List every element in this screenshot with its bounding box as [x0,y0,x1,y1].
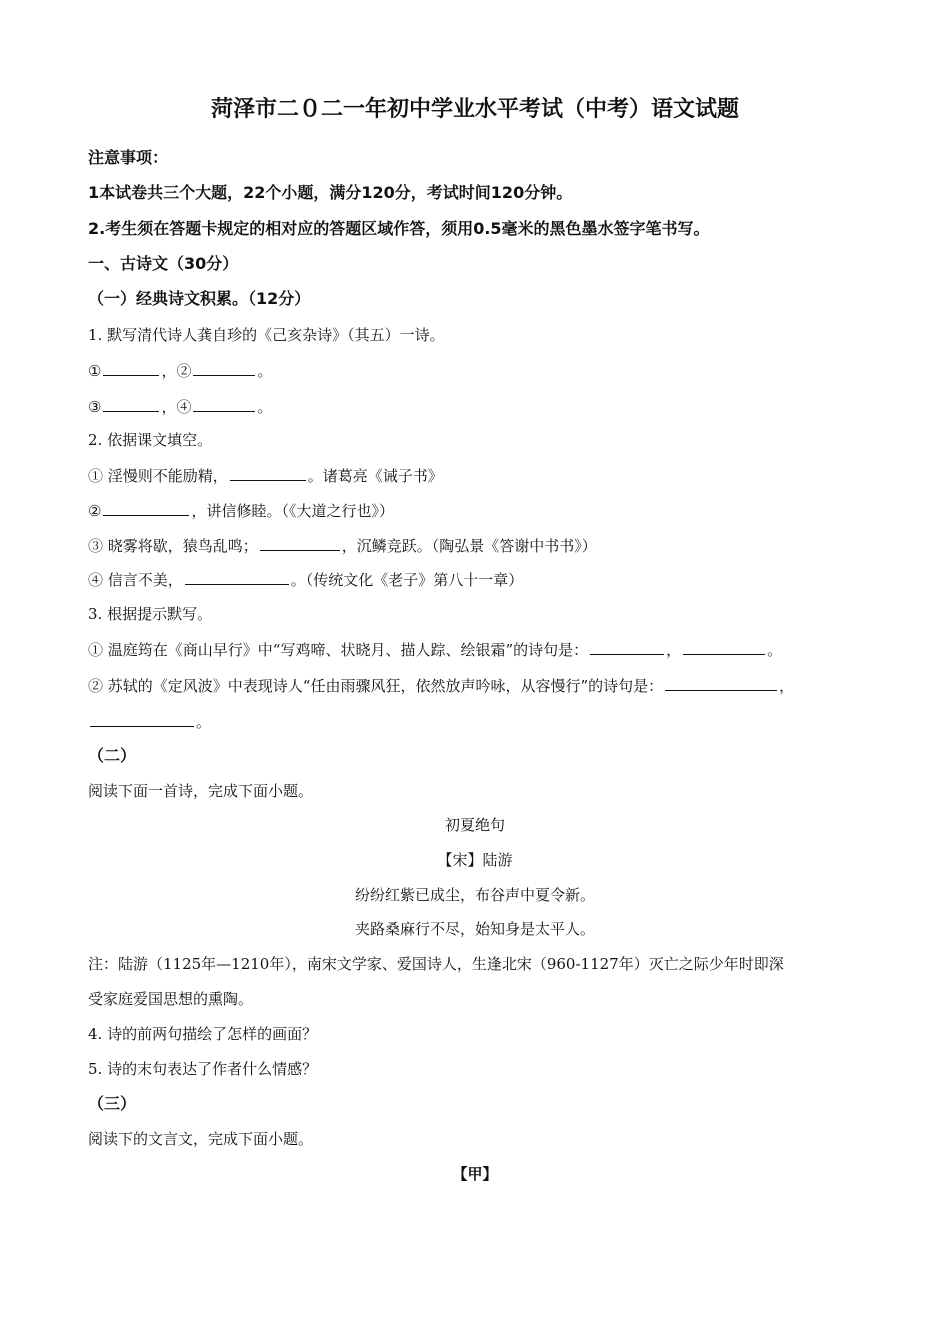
answer-blank[interactable] [683,639,765,655]
poem-title: 初夏绝句 [444,816,505,834]
q2-item-b: ② ，讲信修睦。（《大道之行也》） [88,502,394,520]
q3-item-a: ① 温庭筠在《商山早行》中“写鸡啼、状晓月、描人踪、绘银霜”的诗句是： ， 。 [88,641,783,659]
q2-item-a: ① 淫慢则不能励精， 。诸葛亮《诫子书》 [88,467,443,485]
notice-item-1: 1本试卷共三个大题，22个小题，满分120分，考试时间120分钟。 [88,183,573,202]
poem-line-1: 纷纷红紫已成尘，布谷声中夏令新。 [354,886,595,904]
answer-blank[interactable] [193,360,255,376]
poem-author: 【宋】陆游 [437,851,513,869]
q3-prompt: 3. 根据提示默写。 [88,605,213,623]
passage-jia-label: 【甲】 [452,1165,498,1183]
answer-blank[interactable] [103,360,159,376]
q1-line-1: ① ，② 。 [88,362,273,380]
answer-blank[interactable] [665,675,777,691]
poem-note-line-1: 注：陆游（1125年—1210年），南宋文学家、爱国诗人，生逢北宋（960-1127年）灭亡之际少年时即深 [88,955,784,973]
answer-blank[interactable] [590,639,664,655]
poem-note-line-2: 受家庭爱国思想的熏陶。 [88,990,254,1008]
q3-item-b: ② 苏轼的《定风波》中表现诗人“任由雨骤风狂，依然放声吟咏，从容慢行”的诗句是： ， [88,677,795,695]
page-title: 菏泽市二０二一年初中学业水平考试（中考）语文试题 [210,97,739,122]
answer-blank[interactable] [90,711,194,727]
answer-blank[interactable] [193,396,255,412]
q2-item-d: ④ 信言不美， 。（传统文化《老子》第八十一章） [88,571,524,589]
answer-blank[interactable] [230,465,306,481]
part-3-intro: 阅读下的文言文，完成下面小题。 [88,1130,314,1148]
q5-prompt: 5. 诗的末句表达了作者什么情感？ [88,1060,318,1078]
section-1-heading: 一、古诗文（30分） [88,254,239,273]
poem-line-2: 夹路桑麻行不尽，始知身是太平人。 [354,920,595,938]
q1-prompt: 1. 默写清代诗人龚自珍的《己亥杂诗》（其五）一诗。 [88,326,445,344]
part-3-heading: （三） [88,1094,137,1113]
notice-item-2: 2.考生须在答题卡规定的相对应的答题区域作答，须用0.5毫米的黑色墨水签字笔书写。 [88,219,710,238]
part-1-heading: （一）经典诗文积累。（12分） [88,289,311,308]
q3-item-b-cont: 。 [88,711,211,732]
notice-heading: 注意事项： [88,148,169,167]
answer-blank[interactable] [103,396,159,412]
answer-blank[interactable] [260,535,340,551]
answer-blank[interactable] [103,500,189,516]
q1-line-2: ③ ，④ 。 [88,398,273,416]
part-2-intro: 阅读下面一首诗，完成下面小题。 [88,782,314,800]
q4-prompt: 4. 诗的前两句描绘了怎样的画面？ [88,1025,318,1043]
q2-prompt: 2. 依据课文填空。 [88,431,213,449]
q2-item-c: ③ 晓雾将歇，猿鸟乱鸣； ，沉鳞竞跃。（陶弘景《答谢中书书》） [88,537,597,555]
answer-blank[interactable] [185,569,289,585]
part-2-heading: （二） [88,746,137,765]
